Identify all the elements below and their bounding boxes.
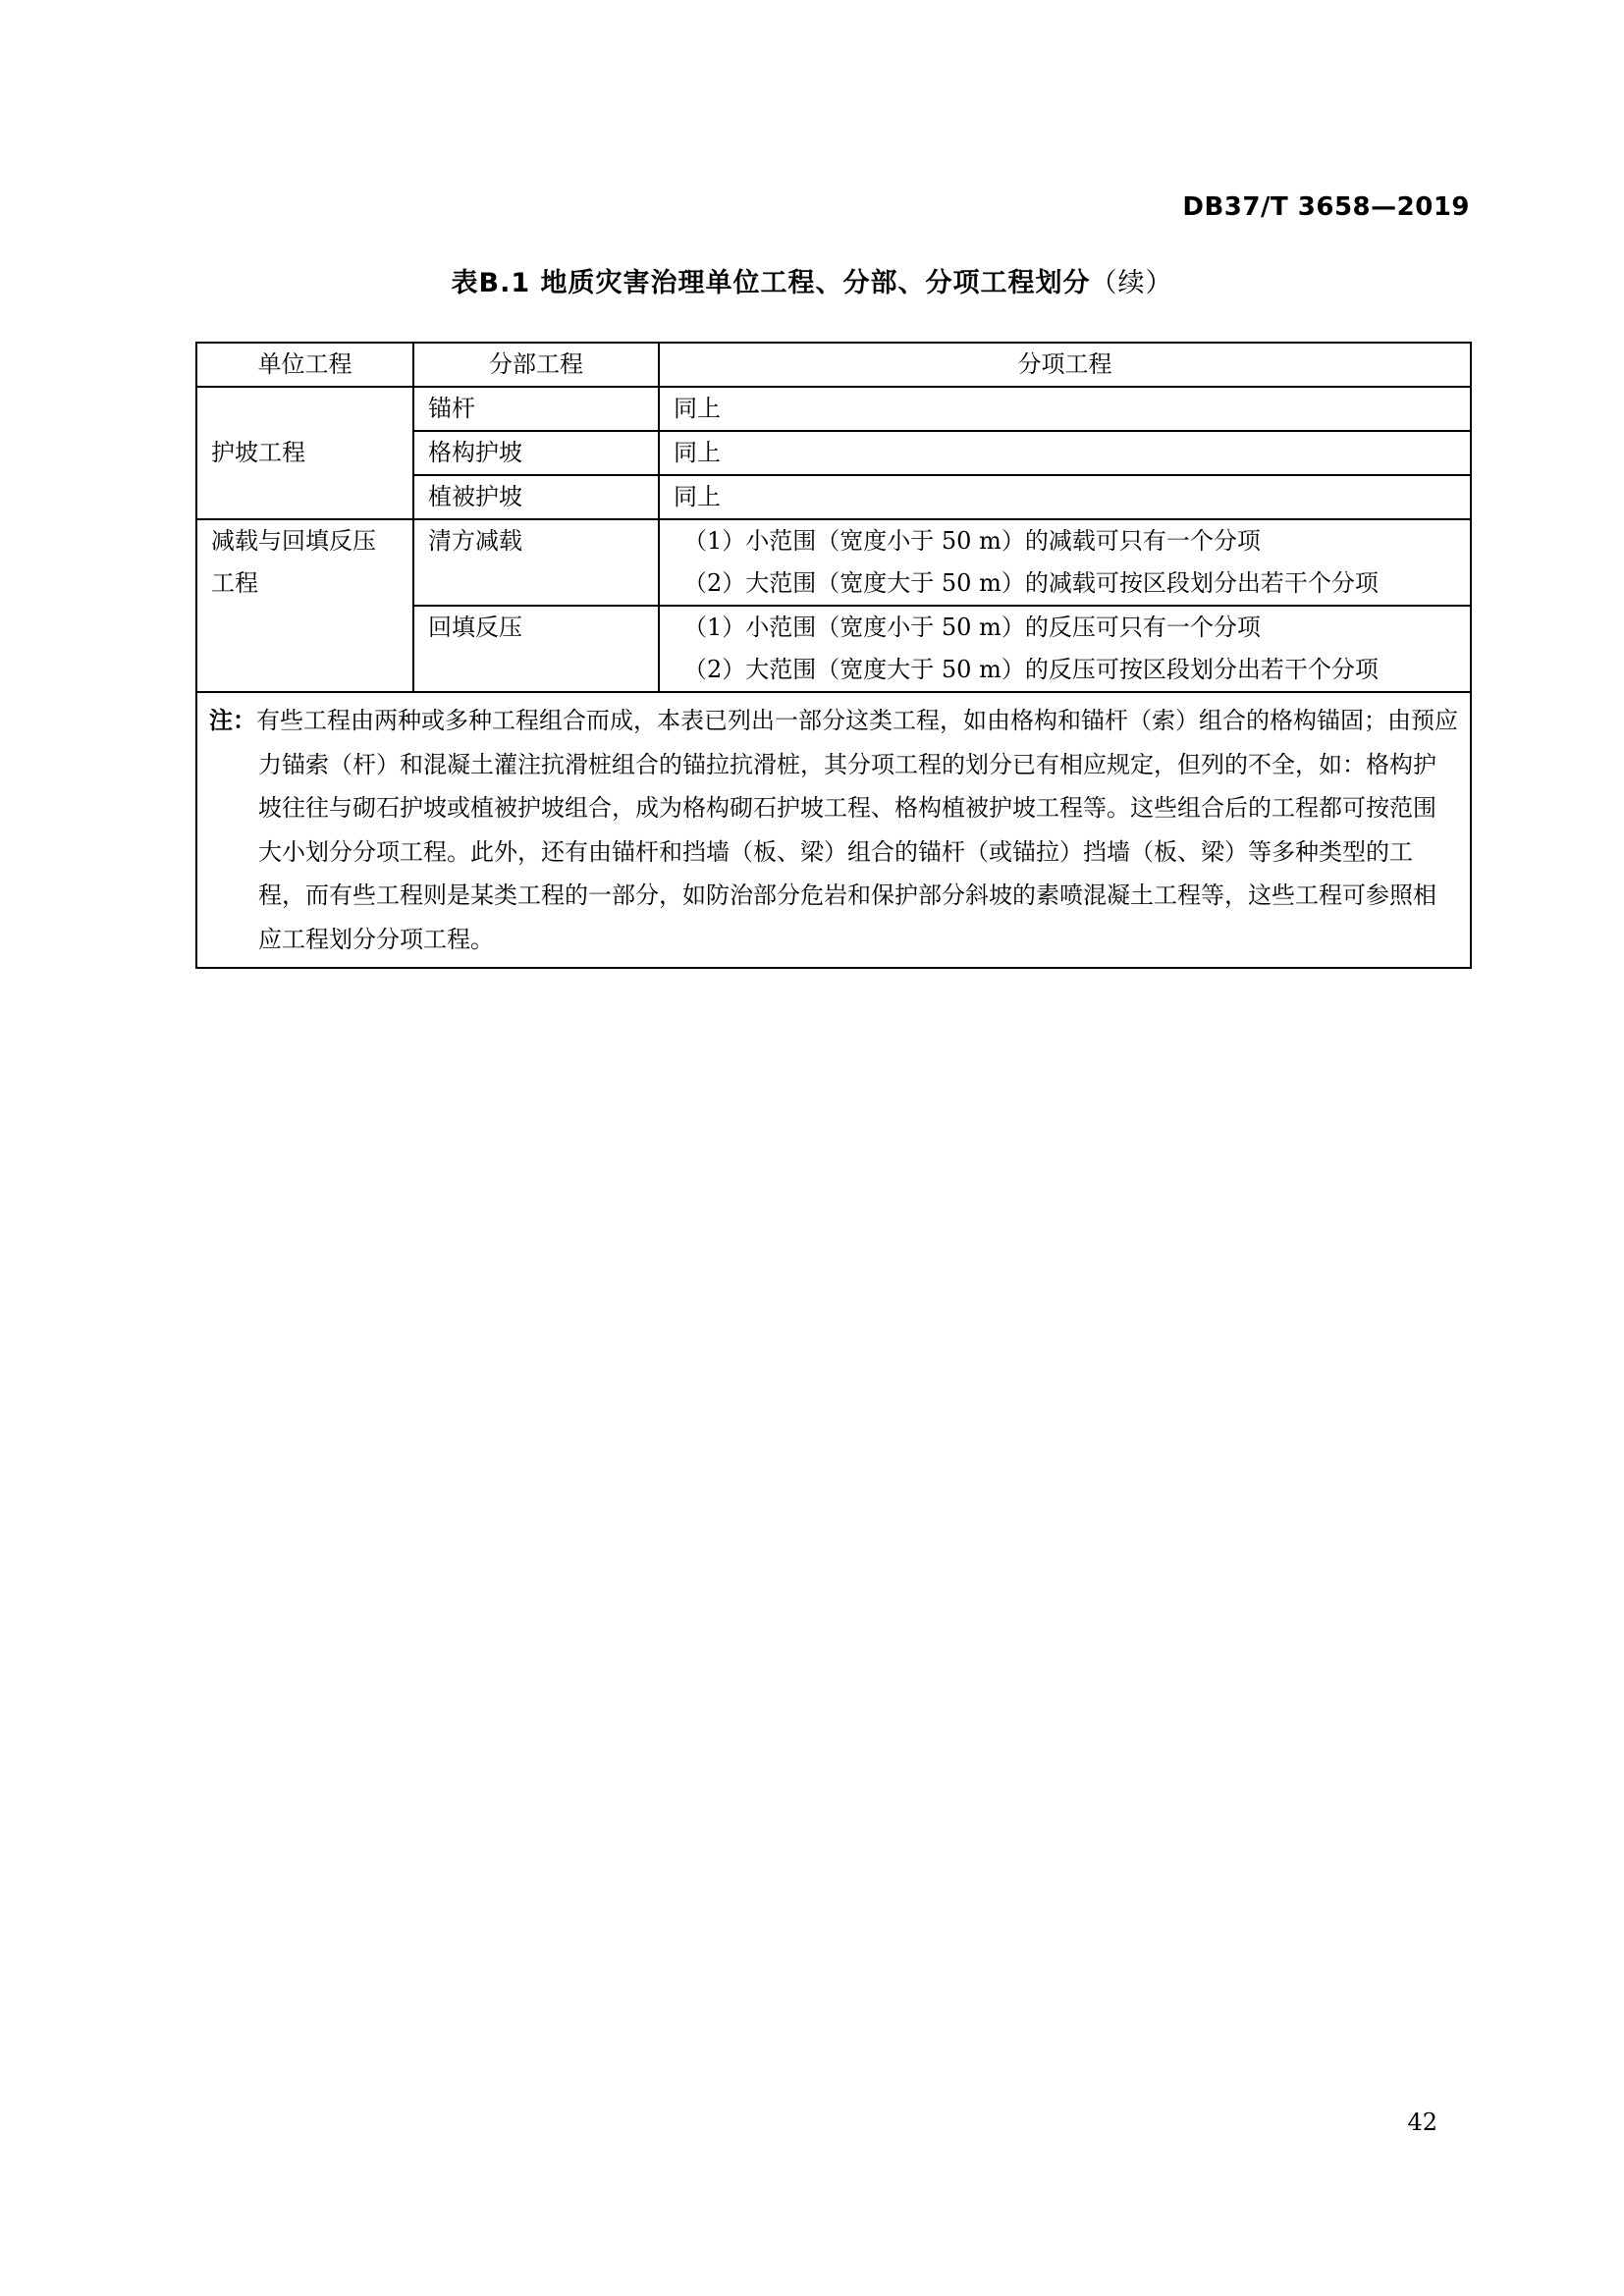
header-item-project: 分项工程	[659, 343, 1471, 387]
standard-code: DB37/T 3658—2019	[1182, 192, 1470, 222]
item-cell	[659, 606, 1471, 692]
item-cell: 同上	[659, 475, 1471, 519]
sub-cell: 清方减载	[413, 519, 659, 606]
item-cell: 同上	[659, 387, 1471, 431]
unit-cell-slope-protection: 护坡工程	[196, 387, 413, 519]
page-number: 42	[1407, 2109, 1437, 2136]
table-title-continued: （续）	[1090, 268, 1173, 298]
sub-cell: 锚杆	[413, 387, 659, 431]
item-line: （2）大范围（宽度大于 50 m）的减载可按区段划分出若干个分项	[683, 569, 1379, 597]
item-line: （1）小范围（宽度小于 50 m）的反压可只有一个分项	[683, 614, 1261, 641]
table-row	[196, 519, 1471, 606]
table-row	[196, 387, 1471, 431]
division-table	[195, 342, 1472, 969]
sub-cell: 回填反压	[413, 606, 659, 692]
table-header-row	[196, 343, 1471, 387]
note-label: 注：	[209, 707, 256, 734]
sub-cell: 植被护坡	[413, 475, 659, 519]
header-unit-project: 单位工程	[196, 343, 413, 387]
sub-cell: 格构护坡	[413, 431, 659, 475]
item-line: （1）小范围（宽度小于 50 m）的减载可只有一个分项	[683, 527, 1261, 555]
table-note-row	[196, 692, 1471, 968]
unit-cell-load-reduction: 减载与回填反压工程	[196, 519, 413, 692]
table-title-main: 表B.1 地质灾害治理单位工程、分部、分项工程划分	[451, 268, 1091, 298]
note-text: 有些工程由两种或多种工程组合而成，本表已列出一部分这类工程，如由格构和锚杆（索）组合的格构锚固；由预应力锚索（杆）和混凝土灌注抗滑桩组合的锚拉抗滑桩，其分项工程的划分已有相应规定，但列的不全，如：格构护坡往往与砌石护坡或植被护坡组合，成为格构砌石护坡工程、格构植被护坡工程等。这些组合后的工程都可按范围大小划分分项工程。此外，还有由锚杆和挡墙（板、梁）组合的锚杆（或锚拉）挡墙（板、梁）等多种类型的工程，而有些工程则是某类工程的一部分，如防治部分危岩和保护部分斜坡的素喷混凝土工程等，这些工程可参照相应工程划分分项工程。	[256, 707, 1458, 953]
table-title	[0, 261, 1624, 299]
item-line: （2）大范围（宽度大于 50 m）的反压可按区段划分出若干个分项	[683, 656, 1379, 683]
header-sub-project: 分部工程	[413, 343, 659, 387]
item-cell	[659, 519, 1471, 606]
table-note	[196, 692, 1471, 968]
item-cell: 同上	[659, 431, 1471, 475]
